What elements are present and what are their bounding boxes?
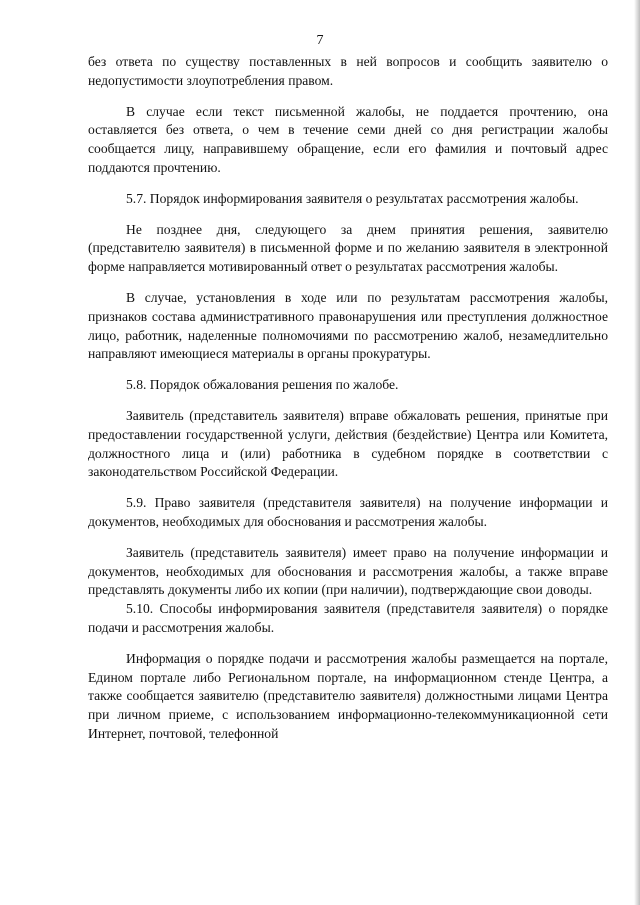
paragraph-unreadable-complaint: В случае если текст письменной жалобы, не поддается прочтению, она оставляется без ответа, о чем в течение семи дней со дня регистрации жалобы сообщается лицу, направившему обращение, если его фамилия и почтовый адрес поддаются прочтению.	[88, 103, 608, 175]
paragraph-violation-referral: В случае, установления в ходе или по результатам рассмотрения жалобы, признаков состава административного правонарушения или преступления должностное лицо, работник, наделенные полномочиями по рассмотрению жалоб, незамедлительно направляют имеющиеся материалы в органы прокуратуры.	[88, 289, 608, 362]
section-5-8-heading: 5.8. Порядок обжалования решения по жалобе.	[126, 377, 399, 393]
scan-edge-shadow	[634, 0, 640, 905]
paragraph-information-channels: Информация о порядке подачи и рассмотрения жалобы размещается на портале, Едином портале либо Региональном портале, на информационном стенде Центра, а также сообщается заявителю (представителю заявителя) должностными лицами Центра при личном приеме, с использованием информационно-телекоммуникационной сети Интернет, почтовой, телефонной	[88, 650, 608, 741]
page-number: 7	[316, 33, 324, 48]
section-5-9-heading: 5.9. Право заявителя (представителя заявителя) на получение информации и документов, необходимых для обоснования и рассмотрения жалобы.	[88, 495, 608, 529]
paragraph-right-to-information: Заявитель (представитель заявителя) имеет право на получение информации и документов, необходимых для обоснования и рассмотрения жалобы, а также вправе представлять документы либо их копии (при наличии), подтверждающие свои доводы.	[88, 544, 608, 598]
section-5-10-heading: 5.10. Способы информирования заявителя (представителя заявителя) о порядке подачи и рассмотрения жалобы.	[88, 601, 608, 635]
paragraph-response-deadline: Не позднее дня, следующего за днем принятия решения, заявителю (представителю заявителя) в письменной форме и по желанию заявителя в электронной форме направляется мотивированный ответ о результатах рассмотрения жалобы.	[88, 221, 608, 275]
paragraph-judicial-appeal: Заявитель (представитель заявителя) вправе обжаловать решения, принятые при предоставлении государственной услуги, действия (бездействие) Центра или Комитета, должностного лица и (или) работника в судебном порядке в соответствии с законодательством Российской Федерации.	[88, 407, 608, 480]
section-5-7-heading: 5.7. Порядок информирования заявителя о результатах рассмотрения жалобы.	[126, 190, 579, 206]
document-body	[88, 53, 608, 744]
paragraph-continuation: без ответа по существу поставленных в ней вопросов и сообщить заявителю о недопустимости злоупотребления правом.	[88, 54, 608, 88]
